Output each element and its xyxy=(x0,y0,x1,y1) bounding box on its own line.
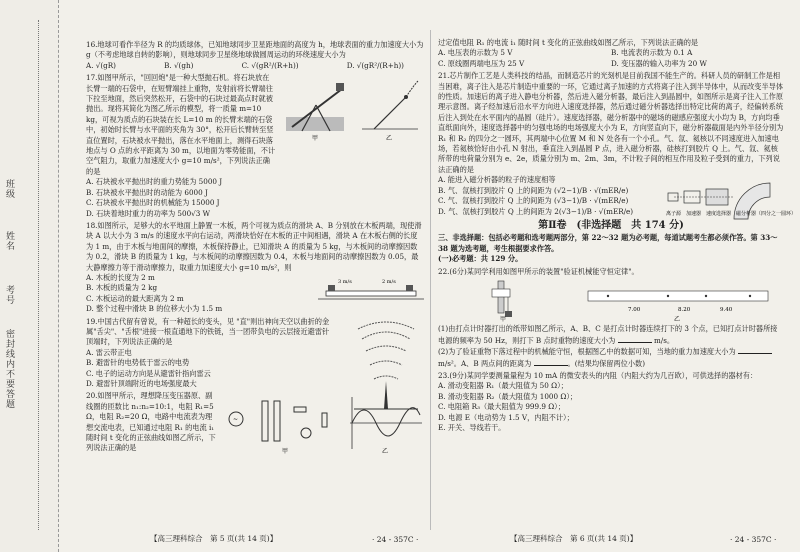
q18-options-wrap xyxy=(86,273,424,315)
binding-strip xyxy=(0,0,59,552)
footer-right-page: 【高三理科综合 第 6 页(共 14 页)】 xyxy=(510,534,638,543)
tape-value-3: 9.40 xyxy=(720,306,733,313)
weight xyxy=(505,311,512,317)
q21-stem: 21.芯片制作工艺是人类科技的结晶，而制造芯片的光刻机是目前我国不能生产的。科研人员的研制工作是相当困难，离子注入是芯片制造中重要的一环，它通过离子加速的方式将离子注入到半导体中，从而改变半导体的性质。加速后的离子进入静电分析器，然后进入磁分析器，最后注入到晶圆中，如图所示是离子注入工作原理示意图。离子经加速后沿水平方向进入速度选择器，然后通过磁分析器选择出特定比荷的离子，经偏转系统后注入到处在水平面内的晶圆（硅片）。速度选择器，磁分析器中的磁场的磁感应强度大小均为 B，方向均垂直纸面向外，速度选择器中的匀强电场的电场强度大小为 E，方向竖直向下，磁分析器截面是内外半径分别为 R₁ 和 R₂ 的四分之一圆环，其两端中心位置 M 和 N 处各有一个小孔。气、氙、氦核以不同速度进入加速电场，若氦核恰好由小孔 N 射出，垂直注入到晶圆 P 点，进入磁分析器，硅核打到胶片 Q 上。气、氙、氦核所带的电荷量分别为 e、2e，质量分别为 m、2m、3m，不计粒子间的相互作用及粒子受到的重力，下列说法正确的是 xyxy=(438,71,784,174)
ammeter xyxy=(301,428,311,438)
tape-point-a xyxy=(667,295,669,297)
tape-value-1: 7.00 xyxy=(628,306,641,313)
q16-option-d: D. √(gR²/(R+h)) xyxy=(346,60,404,70)
binding-label-exam-id: 考 号 xyxy=(6,286,16,306)
q22-part1 xyxy=(438,324,784,346)
right-column xyxy=(438,38,797,433)
footer-right-code: · 24 - 357C · xyxy=(730,535,777,544)
q16-option-c: C. √(gR²/(R+h)) xyxy=(241,60,299,70)
cloud-outline xyxy=(358,322,414,329)
block-b xyxy=(406,285,413,291)
q17-figure xyxy=(282,77,422,141)
model-arm xyxy=(374,97,406,129)
q21-option-c: C. 气、氙核打到胶片 Q 上的间距为 (√3−1)/B · √(mER/e) xyxy=(438,196,629,206)
q20-fig-label-b: 乙 xyxy=(382,448,389,456)
q18-option-a: A. 木板的长度为 2 m xyxy=(86,272,155,282)
q22-part1-unit: m/s。 xyxy=(653,335,675,345)
ion-source xyxy=(668,193,678,201)
q18-options xyxy=(86,273,286,315)
field-lines xyxy=(362,332,410,379)
q22-fig-label-b: 乙 xyxy=(674,315,681,323)
q19-block xyxy=(86,317,424,390)
tape-point-b xyxy=(705,295,707,297)
q19-option-b: B. 避雷针的电势低于雷云的电势 xyxy=(86,358,190,368)
q22-part2-unit: m/s²。A、B 两点间的距离为 xyxy=(438,358,532,368)
q16-option-a: A. √(gR) xyxy=(86,60,116,70)
binding-label-name: 姓 名 xyxy=(6,232,16,252)
q21-option-a: A. 能进入磁分析器的粒子的速度相等 xyxy=(438,175,556,185)
footer-left-page: 【高三理科综合 第 5 页(共 14 页)】 xyxy=(150,534,278,543)
primary-coil xyxy=(262,401,268,441)
q23-item-d: D. 电源 E（电动势为 1.5 V，内阻不计）； xyxy=(438,412,574,422)
column-divider xyxy=(430,30,431,530)
q20-continued: 过定值电阻 R₁ 的电流 i₁ 随时间 t 变化的正弦曲线如图乙所示，下列说法正确的是 xyxy=(438,38,699,47)
q17-option-d: D. 石块着地时重力的功率为 500√3 W xyxy=(86,208,210,218)
q22-fig-label-a: 甲 xyxy=(500,315,507,323)
tape-strip xyxy=(588,291,768,301)
q21-option-b: B. 气、氙核打到胶片 Q 上的间距为 (√2−1)/B · √(mER/e) xyxy=(438,185,629,195)
q22-stem: 22.(6分)某同学利用如图甲所示的装置"验证机械能守恒定律"。 xyxy=(438,266,639,276)
stone xyxy=(404,95,408,99)
q17-block xyxy=(86,73,424,177)
q22-part1-text: (1)由打点计时器打出的纸带如图乙所示，A、B、C 是打点计时器连续打下的 3 个点，已知打点计时器所接电源的频率为 50 Hz，则打下 B 点时重物的速度大小为 xyxy=(438,324,778,345)
q18-figure xyxy=(316,275,426,305)
tape-point-o xyxy=(607,295,609,297)
q17-fig-label-a: 甲 xyxy=(312,135,319,143)
sine-wave xyxy=(352,408,420,436)
binding-label-seal: 密 封 线 内 不 要 答 题 xyxy=(6,330,16,410)
q19-option-c: C. 电子的运动方向是从避雷针指向雷云 xyxy=(86,368,211,378)
q16-option-b: B. √(gh) xyxy=(164,60,194,70)
ticker-timer xyxy=(492,289,510,297)
q20-stem: 20.如图甲所示，理想降压变压器原、副线圈的匝数比 n₁:n₂=10:1，电阻 R₁=5 Ω，电阻 R₂=20 Ω，电路中电流表为理想交流电表，已知通过电阻 R₁ 的电流 i₁ 随时间 t 变化的正弦曲线如图乙所示，下列说法正确的是 xyxy=(86,391,216,453)
q20-fig-label-a: 甲 xyxy=(282,448,289,456)
q17-option-c: C. 石块被水平抛出时的机械能为 15000 J xyxy=(86,198,220,208)
q20-options xyxy=(438,48,784,69)
q23-item-c: C. 电阻箱 R₃（最大阻值为 999.9 Ω）； xyxy=(438,402,565,412)
tape-point-c xyxy=(749,295,751,297)
footer-left-code: · 24 - 357C · xyxy=(372,535,419,544)
q20-option-d: D. 变压器的输入功率为 20 W xyxy=(611,58,707,68)
q18-speed-b: 2 m/s xyxy=(382,278,396,285)
block-a xyxy=(328,285,335,291)
q22-blank-1[interactable] xyxy=(618,335,652,343)
q21-figure xyxy=(664,165,797,227)
q21-options-wrap xyxy=(438,175,797,218)
tape-value-2: 8.20 xyxy=(678,306,691,313)
q19-option-a: A. 雷云带正电 xyxy=(86,347,132,357)
q23-stem: 23.(9分)某同学要测量量程为 10 mA 的微安表头的内阻（内阻大约为几百欧），可供选择的器材有： xyxy=(438,370,758,380)
q20-block xyxy=(86,391,424,456)
q18-option-b: B. 木板的质量为 2 kg xyxy=(86,283,158,293)
q20-figure xyxy=(222,393,426,455)
secondary-coil xyxy=(274,401,280,441)
q22-part2-end: 。(结果均保留两位小数) xyxy=(567,358,646,368)
q22-blank-2[interactable] xyxy=(738,346,772,354)
trebuchet-weight xyxy=(336,83,344,91)
q17-option-a: A. 石块被水平抛出时的重力势能为 5000 J xyxy=(86,177,223,187)
ac-source-icon: ~ xyxy=(233,416,239,424)
q21-options xyxy=(438,175,656,217)
trajectory xyxy=(406,81,418,97)
q23-item-e: E. 开关、导线若干。 xyxy=(438,423,506,432)
q17-options xyxy=(86,177,424,219)
q18-speed-a: 3 m/s xyxy=(338,278,352,285)
q19-options xyxy=(86,348,336,390)
q17-fig-label-b: 乙 xyxy=(386,135,393,143)
q22-part2 xyxy=(438,346,784,369)
q17-option-b: B. 石块被水平抛出时的动能为 6000 J xyxy=(86,187,208,197)
resistor-r1 xyxy=(294,407,306,412)
q20-option-c: C. 原线圈两端电压为 25 V xyxy=(438,58,525,68)
q20-option-b: B. 电流表的示数为 0.1 A xyxy=(611,48,693,58)
q22-part2-text: (2)为了验证重物下落过程中的机械能守恒，根据图乙中的数据可知，当地的重力加速度大小为 xyxy=(438,347,736,357)
seal-dotted-line xyxy=(38,20,40,530)
binding-label-class: 班 级 xyxy=(6,180,16,200)
part2-note: 三、非选择题：包括必考题和选考题两部分，第 22～32 题为必考题，每道试题考生都必须作答。第 33～38 题为选考题，考生根据要求作答。 xyxy=(438,233,778,253)
q22-blank-3[interactable] xyxy=(534,358,568,366)
q22-figure xyxy=(438,277,778,321)
q19-stem: 19.中国古代留有曾说，有一种超长的变头，见 "直"则出神向天空以曲折的金属"舌尖"、"舌根"进接一根直通地下的铁链，当一团带负电的云层接近避雷针顶端时，下列说法正确的是 xyxy=(86,316,330,347)
part2-title: 第Ⅱ卷 (非选择题 共 174 分) xyxy=(538,219,684,231)
board xyxy=(326,291,416,296)
q21-fig-caption: 离子源 加速器 速度选择器 磁分析器（四分之一圆环） xyxy=(666,211,797,218)
must-title: (一)必考题：共 129 分。 xyxy=(438,254,523,264)
q23-item-a: A. 滑动变阻器 R₁（最大阻值为 50 Ω）； xyxy=(438,381,568,391)
q21-option-d: D. 气、氙核打到胶片 Q 上的间距为 2(√3−1)/B · √(mER/e) xyxy=(438,206,634,216)
q18-option-d: D. 整个过程中滑块 B 的位移大小为 1.5 m xyxy=(86,304,223,314)
q18-stem: 18.如图所示，足够大的水平地面上静置一木板，两个可视为质点的滑块 A、B 分别放在木板两端，现使滑块 A 以大小为 3 m/s 的速度水平向右运动，两滑块恰好在木板的正中间相遇，滑块 A 在木板右侧的长度为 1 m，由于木板与地面间的摩擦，木板保持静止，已知滑块 A 的质量为 5 kg，与木板间的动摩擦因数为 0.2，滑块 B 的质量为 1 kg，与木板间的动摩擦因数为 0.4，木板与地面间的动摩擦因数为 0.05，最大静摩擦力等于滑动摩擦力，取重力加速度大小 g=10 m/s²，则 xyxy=(86,220,422,272)
q17-stem: 17.如图甲所示，"回回炮"是一种大型抛石机。将石块放在长臂一端的石袋中，在短臂端挂上重物，发射前将长臂端往下拉至地面，然后突然松开，石袋中的石块过最高点时就被抛出。现将其简化为图乙所示的模型，将一质量 m=10 kg，可视为质点的石块装在长 L=10 m 的长臂末端的石袋中，初始时长臂与水平面的夹角为 30°，松开后长臂转至竖直位置时，石块被水平抛出，落在水平地面上，测得石块落地点与 O 点的水平距离为 30 m，以地面为零势能面，不计空气阻力，取重力加速度大小 g=10 m/s²，下列说法正确的是 xyxy=(86,73,276,176)
left-column xyxy=(86,38,424,454)
q18-option-c: C. 木板运动的最大距离为 2 m xyxy=(86,293,184,303)
resistor-r2 xyxy=(322,413,327,427)
q20-option-a: A. 电压表的示数为 5 V xyxy=(438,48,513,58)
q23-item-b: B. 滑动变阻器 R₂（最大阻值为 1000 Ω）； xyxy=(438,391,578,401)
q16-options xyxy=(86,61,424,71)
q19-option-d: D. 避雷针顶端附近的电场强度最大 xyxy=(86,379,197,388)
q16-stem: 16.地球可看作半径为 R 的均质球体，已知地球同步卫星距地面的高度为 h，地球表面的重力加速度大小为 g（不考虑地球自转的影响），则地球同步卫星绕地球做圆周运动的环绕速度大小为 xyxy=(86,40,424,60)
